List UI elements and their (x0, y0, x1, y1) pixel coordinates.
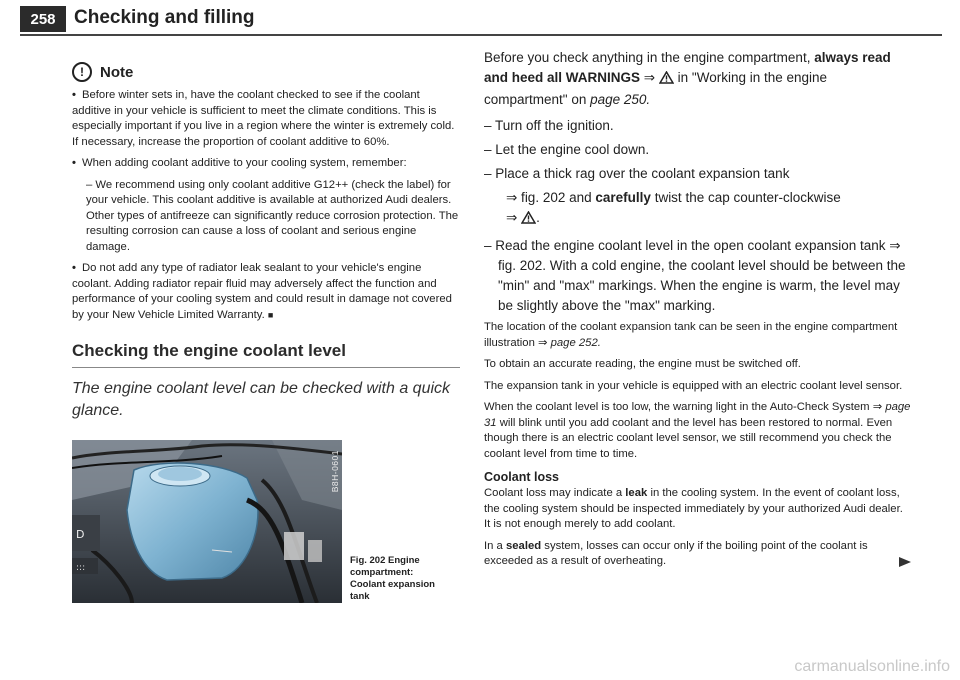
note-header (72, 62, 460, 82)
page-number: 258 (20, 6, 66, 32)
dash-icon: – (86, 178, 96, 191)
coolant-loss-heading: Coolant loss (484, 470, 560, 484)
svg-text::::: ::: (76, 563, 86, 573)
section-title: Checking the engine coolant level (72, 341, 460, 368)
note-paragraph-1: • Before winter sets in, have the coolant checked to see if the coolant additive in your vehicle is sufficient to meet the climate conditions. This is especially important if you live in a region where the winter is extremely cold. If necessary, increase the proportion of coolant additive to 60%. (72, 89, 455, 148)
body-paragraph-2: To obtain an accurate reading, the engine must be switched off. (484, 358, 801, 370)
svg-text:D: D (76, 528, 85, 541)
body-paragraph-6: In a sealed system, losses can occur only if the boiling point of the coolant is exceeded as a result of overheating. (484, 539, 912, 570)
body-paragraph-4: When the coolant level is too low, the warning light in the Auto-Check System ⇒ page 31 will blink until you add coolant and the level has been restored to normal. Even though there is an electric coolant level sensor, we still recommend you check the coolant level from time to time. (484, 401, 911, 460)
step-2: – Let the engine cool down. (484, 142, 650, 157)
section-subtitle: The engine coolant level can be checked with a quick glance. (72, 380, 451, 419)
step-3-continued: ⇒ fig. 202 and carefully twist the cap counter-clockwise ⇒ . (506, 188, 912, 230)
intro-paragraph: Before you check anything in the engine compartment, always read and heed all WARNINGS ⇒ in "Working in the engine compartment" on page 250. (484, 50, 891, 107)
warning-triangle-icon (659, 70, 674, 90)
running-title: Checking and filling (74, 7, 255, 28)
step-1: – Turn off the ignition. (484, 118, 614, 133)
bullet-icon: • (72, 89, 76, 101)
figure-caption: Fig. 202 Engine compartment: Coolant expansion tank (350, 555, 435, 602)
note-title: Note (100, 63, 134, 81)
figure (72, 440, 460, 603)
bullet-icon: • (72, 262, 76, 274)
figure-code: B8H-0601 (330, 450, 340, 493)
note-paragraph-3: • Do not add any type of radiator leak sealant to your vehicle's engine coolant. Adding radiator repair fluid may adversely affect the function and performance of your cooling system and could result in damage not covered by your New Vehicle Limited Warranty. ■ (72, 262, 452, 321)
note-subitem: – We recommend using only coolant additive G12++ (check the label) for your vehicle. This coolant additive is available at authorized Audi dealers. Other types of antifreeze can significantly reduce corrosion protection. The resulting corrosion can cause a loss of coolant and serious engine damage. (86, 178, 459, 253)
engine-illustration (72, 440, 342, 603)
caution-circle-icon: ! (72, 62, 92, 82)
body-paragraph-1: The location of the coolant expansion tank can be seen in the engine compartment illustration ⇒ page 252. (484, 321, 898, 349)
right-column (484, 48, 912, 576)
header-rule (20, 34, 942, 36)
body-paragraph-3: The expansion tank in your vehicle is equipped with an electric coolant level sensor. (484, 379, 903, 392)
continue-arrow-icon (898, 556, 912, 574)
engine-compartment-photo (72, 440, 342, 603)
note-paragraph-2: • When adding coolant additive to your cooling system, remember: (72, 157, 407, 169)
body-paragraph-5: Coolant loss may indicate a leak in the cooling system. In the event of coolant loss, the cooling system should be inspected immediately by your authorized Audi dealer. It is not enough merely to add coolant. (484, 487, 903, 530)
bullet-icon: • (72, 157, 76, 169)
watermark: carmanualsonline.info (794, 658, 950, 675)
left-column (72, 58, 460, 603)
warning-triangle-icon (521, 210, 536, 230)
step-4: – Read the engine coolant level in the open coolant expansion tank ⇒ fig. 202. With a cold engine, the coolant level should be between the "min" and "max" markings. When the engine is warm, the level may be slightly above the "max" marking. (484, 238, 906, 313)
end-of-block-icon: ■ (267, 309, 274, 320)
step-3: – Place a thick rag over the coolant expansion tank (484, 166, 790, 181)
